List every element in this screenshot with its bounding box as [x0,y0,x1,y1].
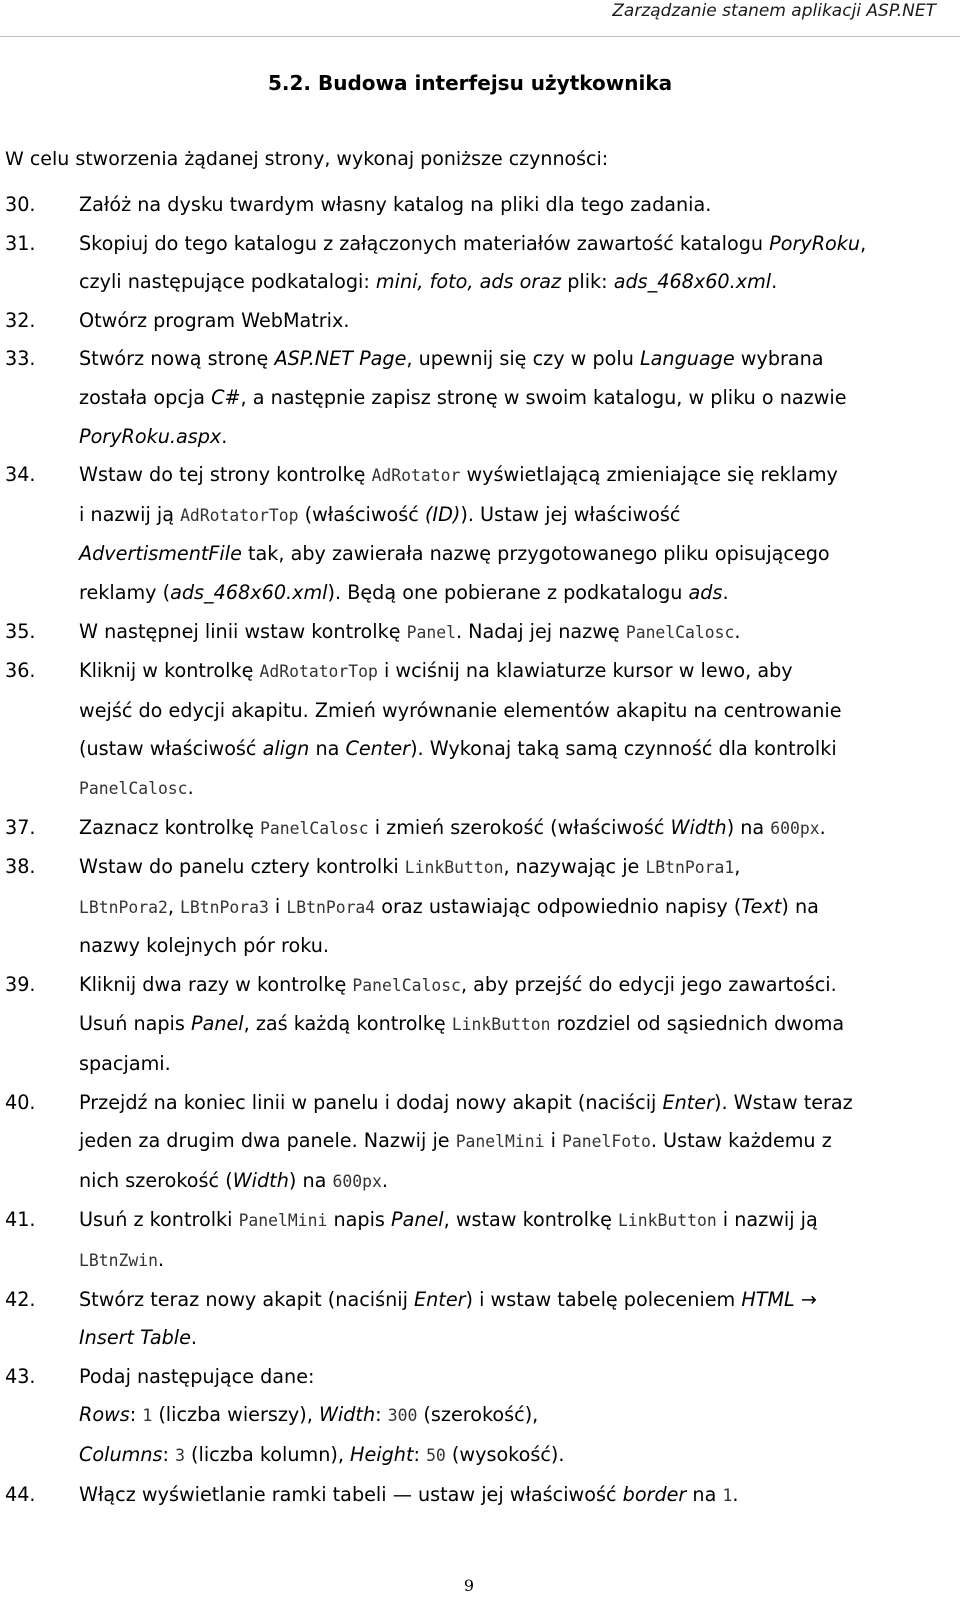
step-text [79,848,955,966]
italic-term: Enter [414,1287,466,1311]
text-segment: W następnej linii wstaw kontrolkę [79,619,407,643]
list-item [5,1358,955,1476]
text-line [79,888,955,928]
text-segment: ). Będą one pobierane z podkatalogu [327,580,689,604]
list-item [5,302,955,341]
list-item [5,848,955,966]
page-number: 9 [463,1576,475,1595]
italic-term: Panel [391,1208,444,1232]
step-text [79,652,955,808]
text-line [79,263,955,302]
code-term: AdRotator [371,466,461,486]
text-segment: Stwórz teraz nowy akapit (naciśnij [79,1287,415,1311]
list-item [5,186,955,225]
text-segment: , upewnij się czy w polu [406,347,640,371]
step-text [79,809,955,849]
text-segment: : [413,1443,427,1466]
code-term: PanelMini [238,1211,328,1231]
step-number: 31. [5,231,36,255]
text-line [79,1358,955,1397]
text-segment: czyli następujące podkatalogi: [79,270,376,294]
text-segment: . Ustaw każdemu z [650,1129,832,1153]
step-text [79,225,955,302]
text-segment: , wstaw kontrolkę [443,1208,619,1232]
step-text [79,613,955,653]
text-line [79,340,955,379]
text-line [79,1201,955,1241]
text-segment: , a następnie zapisz stronę w swoim katalogu, w pliku o nazwie [240,385,847,409]
code-term: 600px [770,818,820,838]
list-item [5,1476,955,1516]
text-line [79,1005,955,1045]
italic-term: Enter [662,1090,714,1114]
italic-term: align [262,737,310,761]
list-item [5,613,955,653]
code-term: PanelMini [455,1132,545,1152]
page-header-title: Zarządzanie stanem aplikacji ASP.NET [612,1,936,21]
text-segment: Skopiuj do tego katalogu z załączonych materiałów zawartość katalogu [79,231,770,255]
text-segment: . [221,424,228,448]
text-segment: ) na [288,1168,333,1192]
text-segment: ). Wykonaj taką samą czynność dla kontrolki [410,737,837,761]
italic-term: Insert Table [79,1326,191,1350]
code-term: AdRotatorTop [259,662,378,682]
italic-term: border [622,1482,687,1506]
text-line [79,730,955,769]
step-number: 38. [5,855,36,879]
code-term: LBtnPora2 [79,897,168,917]
text-segment: , aby przejść do edycji jego zawartości. [460,972,837,996]
text-segment: (właściwość [298,502,425,526]
text-line [79,574,955,613]
text-segment: , nazywając je [503,855,646,879]
text-segment: Załóż na dysku twardym własny katalog na pliki dla tego zadania. [79,193,712,216]
italic-term: C# [211,385,241,409]
text-segment: . [157,1248,165,1272]
text-line [79,966,955,1006]
text-segment: (wysokość). [445,1443,565,1466]
text-segment: reklamy ( [79,580,171,604]
step-number: 44. [5,1482,36,1506]
italic-term: Height [350,1443,414,1466]
text-segment: . [732,1482,739,1506]
italic-term: Text [741,894,782,918]
text-segment: tak, aby zawierała nazwę przygotowanego pliku opisującego [241,542,830,566]
text-segment: wyświetlającą zmieniające się reklamy [460,463,838,487]
step-text [79,1476,955,1516]
step-text [79,1084,955,1202]
text-segment: ). Wstaw teraz [713,1090,853,1114]
step-number: 32. [5,308,36,332]
text-segment: spacjami. [79,1052,171,1076]
text-segment: (szerokość), [417,1403,539,1427]
text-line [79,1122,955,1162]
code-term: LBtnPora1 [645,858,735,878]
text-line [79,1476,955,1516]
code-term: 1 [722,1485,733,1505]
italic-term: ads_468x60.xml [170,580,328,604]
text-segment: Włącz wyświetlanie ramki tabeli — ustaw jej właściwość [79,1482,623,1506]
text-segment: i [544,1129,563,1153]
code-term: LBtnZwin [79,1251,158,1271]
step-number: 42. [5,1287,36,1311]
code-term: PanelFoto [562,1132,651,1152]
list-item [5,1084,955,1202]
step-text [79,186,955,225]
italic-term: mini, foto, ads oraz [375,270,562,294]
italic-term: Panel [191,1012,244,1036]
step-number: 39. [5,972,36,996]
code-term: PanelCalosc [79,778,188,798]
text-segment: i zmień szerokość (właściwość [368,815,671,839]
step-text [79,1201,955,1280]
text-line [79,535,955,574]
text-segment: wejść do edycji akapitu. Zmień wyrównanie elementów akapitu na centrowanie [79,698,842,722]
list-item [5,966,955,1084]
list-item [5,809,955,849]
text-segment: , [734,855,741,879]
text-segment: i nazwij ją [716,1208,818,1232]
code-term: LBtnPora4 [286,897,376,917]
text-segment: nich szerokość ( [79,1168,233,1192]
text-segment: : [162,1443,176,1466]
text-segment: Wstaw do tej strony kontrolkę [79,463,372,487]
step-text [79,966,955,1084]
header-divider [0,36,960,37]
code-term: PanelCalosc [625,622,735,642]
step-number: 43. [5,1364,36,1388]
text-segment: plik: [561,270,614,294]
text-segment: . [819,815,826,839]
text-line [79,186,955,225]
text-segment: → [794,1287,817,1311]
text-segment: . [734,619,741,643]
text-segment: ). Ustaw jej właściwość [460,502,681,526]
italic-term: Rows [79,1403,130,1427]
text-segment: na [309,737,346,761]
text-segment: Zaznacz kontrolkę [79,815,261,839]
text-segment: , [860,231,867,255]
text-line [79,613,955,653]
step-number: 33. [5,347,36,371]
italic-term: PoryRoku.aspx [79,424,222,448]
list-item [5,1201,955,1280]
text-segment: . Nadaj jej nazwę [455,619,626,643]
list-item [5,652,955,808]
step-number: 41. [5,1208,36,1232]
text-line [79,379,955,418]
text-segment: wybrana [734,347,824,371]
text-segment: . [190,1326,198,1350]
text-line [79,1241,955,1281]
text-line [79,1162,955,1202]
step-text [79,1358,955,1476]
code-term: 1 [142,1406,153,1426]
text-segment: (ustaw właściwość [79,737,263,761]
text-segment: : [375,1403,388,1427]
step-text [79,302,955,341]
text-segment: Usuń z kontrolki [79,1208,239,1232]
text-segment: ) i wstaw tabelę poleceniem [465,1287,742,1311]
text-segment: oraz ustawiając odpowiednio napisy ( [375,894,742,918]
list-item [5,456,955,612]
text-segment: i wciśnij na klawiaturze kursor w lewo, aby [377,659,793,683]
italic-term: ASP.NET Page [274,347,407,371]
text-segment: napis [327,1208,391,1232]
text-line [79,1045,955,1084]
text-segment: jeden za drugim dwa panele. Nazwij je [79,1129,456,1153]
code-term: LBtnPora3 [180,897,269,917]
text-line [79,1436,955,1476]
code-term: AdRotatorTop [180,505,299,525]
text-segment: . [771,270,778,294]
text-segment: nazwy kolejnych pór roku. [79,934,329,958]
code-term: LinkButton [404,858,504,878]
text-line [79,1319,955,1358]
text-segment: Kliknij dwa razy w kontrolkę [79,972,353,996]
text-line [79,769,955,809]
italic-term: PoryRoku [769,231,861,255]
text-segment: (liczba kolumn), [184,1443,351,1466]
text-segment: , zaś każdą kontrolkę [243,1012,452,1036]
step-number: 36. [5,659,36,683]
italic-term: ads [688,580,723,604]
code-term: PanelCalosc [260,818,369,838]
steps-list [5,186,955,1515]
list-item [5,1281,955,1358]
text-line [79,302,955,341]
step-number: 35. [5,619,36,643]
list-item [5,225,955,302]
code-term: 600px [332,1171,382,1191]
code-term: LinkButton [618,1211,717,1231]
text-segment: , [167,894,181,918]
text-line [79,225,955,264]
step-number: 30. [5,193,36,216]
text-line [79,652,955,692]
text-segment: Podaj następujące dane: [79,1364,315,1388]
text-segment: . [187,775,194,799]
code-term: Panel [406,622,456,642]
step-text [79,456,955,612]
text-segment: Stwórz nową stronę [79,347,275,371]
italic-term: Width [232,1168,289,1192]
italic-term: Columns [79,1443,163,1466]
text-line [79,1396,955,1436]
text-segment: Usuń napis [79,1012,191,1036]
step-number: 40. [5,1090,36,1114]
italic-term: AdvertismentFile [79,542,242,566]
italic-term: Center [345,737,411,761]
step-number: 34. [5,463,36,487]
text-segment: ) na [726,815,771,839]
text-segment: . [381,1168,388,1192]
text-segment: Otwórz program WebMatrix. [79,308,350,332]
text-segment: Wstaw do panelu cztery kontrolki [79,855,405,879]
text-line [79,692,955,731]
text-segment: Przejdź na koniec linii w panelu i dodaj nowy akapit (naciścij [79,1090,663,1114]
italic-term: (ID) [424,502,461,526]
text-line [79,848,955,888]
text-segment: ) na [781,894,819,918]
code-term: 300 [387,1406,418,1426]
text-segment: rozdziel od sąsiednich dwoma [550,1012,845,1036]
list-item [5,340,955,456]
text-line [79,418,955,457]
text-line [79,1084,955,1123]
italic-term: Width [670,815,727,839]
code-term: LinkButton [451,1015,551,1035]
text-segment: . [722,580,729,604]
text-line [79,496,955,536]
text-segment: : [129,1403,143,1427]
text-segment: (liczba wierszy), [152,1403,319,1427]
code-term: PanelCalosc [352,975,461,995]
code-term: 50 [426,1446,446,1465]
code-term: 3 [175,1446,185,1465]
text-line [79,1281,955,1320]
step-text [79,340,955,456]
text-segment: i [268,894,287,918]
text-segment: Kliknij w kontrolkę [79,659,260,683]
italic-term: HTML [741,1287,795,1311]
section-title: 5.2. Budowa interfejsu użytkownika [268,71,673,95]
text-segment: została opcja [79,385,212,409]
step-number: 37. [5,815,36,839]
italic-term: Language [639,347,735,371]
step-text [79,1281,955,1358]
italic-term: ads_468x60.xml [613,270,772,294]
text-segment: na [686,1482,723,1506]
text-line [79,456,955,496]
intro-text: W celu stworzenia żądanej strony, wykonaj poniższe czynności: [5,148,609,170]
text-segment: i nazwij ją [79,502,181,526]
italic-term: Width [318,1403,376,1427]
text-line [79,927,955,966]
text-line [79,809,955,849]
